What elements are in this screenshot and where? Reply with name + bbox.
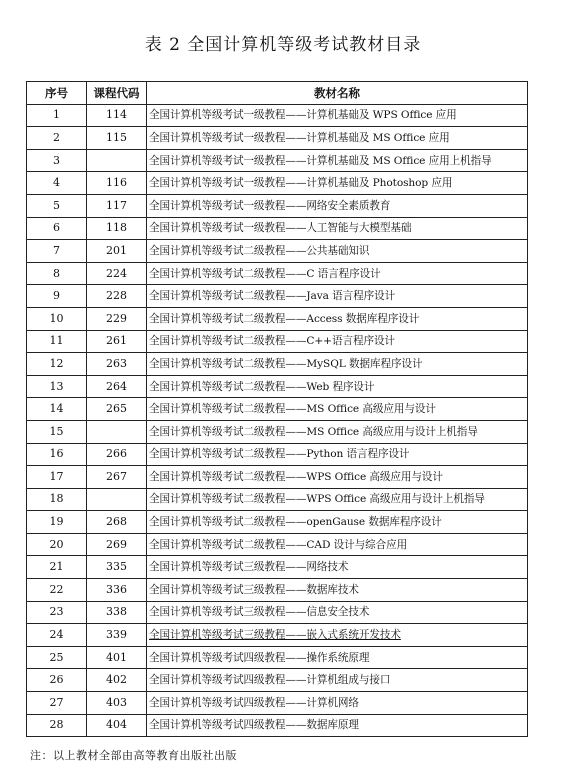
name-cell: 全国计算机等级考试二级教程——Java 语言程序设计 [147,285,528,308]
table-row [27,149,528,172]
code-cell: 264 [87,375,147,398]
code-cell: 263 [87,353,147,376]
name-cell: 全国计算机等级考试二级教程——C 语言程序设计 [147,262,528,285]
name-cell: 全国计算机等级考试四级教程——数据库原理 [147,714,528,737]
seq-cell: 19 [27,511,87,534]
table-row [27,443,528,466]
table-row [27,375,528,398]
name-cell: 全国计算机等级考试四级教程——操作系统原理 [147,646,528,669]
table-row [27,556,528,579]
table-row [27,669,528,692]
table-row [27,353,528,376]
seq-cell: 10 [27,307,87,330]
code-cell: 114 [87,104,147,127]
column-header-code: 课程代码 [87,82,147,105]
table-row [27,420,528,443]
table-row [27,398,528,421]
table-row [27,488,528,511]
code-cell: 224 [87,262,147,285]
seq-cell: 16 [27,443,87,466]
name-cell: 全国计算机等级考试二级教程——MS Office 高级应用与设计 [147,398,528,421]
table-row [27,601,528,624]
name-cell: 全国计算机等级考试一级教程——网络安全素质教育 [147,194,528,217]
code-cell: 336 [87,579,147,602]
seq-cell: 21 [27,556,87,579]
table-title: 表 2 全国计算机等级考试教材目录 [144,35,422,55]
code-cell: 115 [87,127,147,150]
name-cell: 全国计算机等级考试四级教程——计算机网络 [147,692,528,715]
table-row [27,533,528,556]
seq-cell: 11 [27,330,87,353]
name-cell: 全国计算机等级考试一级教程——人工智能与大模型基础 [147,217,528,240]
name-cell: 全国计算机等级考试三级教程——网络技术 [147,556,528,579]
code-cell: 404 [87,714,147,737]
name-cell: 全国计算机等级考试二级教程——WPS Office 高级应用与设计 [147,466,528,489]
name-cell: 全国计算机等级考试一级教程——计算机基础及 WPS Office 应用 [147,104,528,127]
code-cell: 335 [87,556,147,579]
code-cell: 266 [87,443,147,466]
code-cell: 338 [87,601,147,624]
table-row [27,217,528,240]
name-cell: 全国计算机等级考试二级教程——Web 程序设计 [147,375,528,398]
table-row [27,646,528,669]
column-header-name: 教材名称 [147,82,528,105]
seq-cell: 28 [27,714,87,737]
code-cell: 401 [87,646,147,669]
code-cell [87,488,147,511]
seq-cell: 3 [27,149,87,172]
table-row [27,714,528,737]
code-cell [87,149,147,172]
name-cell: 全国计算机等级考试三级教程——信息安全技术 [147,601,528,624]
name-cell: 全国计算机等级考试二级教程——MS Office 高级应用与设计上机指导 [147,420,528,443]
table-header-row [27,82,528,105]
name-cell: 全国计算机等级考试二级教程——MySQL 数据库程序设计 [147,353,528,376]
seq-cell: 22 [27,579,87,602]
footnote: 注：以上教材全部由高等教育出版社出版 [30,749,237,762]
table-row [27,104,528,127]
code-cell: 267 [87,466,147,489]
name-cell: 全国计算机等级考试三级教程——嵌入式系统开发技术 [147,624,528,647]
code-cell: 229 [87,307,147,330]
code-cell: 117 [87,194,147,217]
table-row [27,330,528,353]
code-cell: 403 [87,692,147,715]
code-cell: 269 [87,533,147,556]
seq-cell: 25 [27,646,87,669]
table-row [27,240,528,263]
name-cell: 全国计算机等级考试二级教程——CAD 设计与综合应用 [147,533,528,556]
seq-cell: 12 [27,353,87,376]
code-cell [87,420,147,443]
name-cell: 全国计算机等级考试一级教程——计算机基础及 MS Office 应用上机指导 [147,149,528,172]
name-cell: 全国计算机等级考试一级教程——计算机基础及 Photoshop 应用 [147,172,528,195]
table-row [27,579,528,602]
name-cell: 全国计算机等级考试二级教程——WPS Office 高级应用与设计上机指导 [147,488,528,511]
seq-cell: 9 [27,285,87,308]
code-cell: 402 [87,669,147,692]
seq-cell: 14 [27,398,87,421]
seq-cell: 1 [27,104,87,127]
name-cell: 全国计算机等级考试二级教程——openGause 数据库程序设计 [147,511,528,534]
seq-cell: 20 [27,533,87,556]
code-cell: 261 [87,330,147,353]
table-row [27,624,528,647]
name-cell: 全国计算机等级考试二级教程——公共基础知识 [147,240,528,263]
seq-cell: 23 [27,601,87,624]
seq-cell: 5 [27,194,87,217]
seq-cell: 18 [27,488,87,511]
code-cell: 116 [87,172,147,195]
seq-cell: 6 [27,217,87,240]
table-row [27,466,528,489]
table-row [27,285,528,308]
name-cell: 全国计算机等级考试二级教程——Python 语言程序设计 [147,443,528,466]
code-cell: 118 [87,217,147,240]
seq-cell: 24 [27,624,87,647]
seq-cell: 17 [27,466,87,489]
table-row [27,307,528,330]
seq-cell: 13 [27,375,87,398]
code-cell: 268 [87,511,147,534]
table-row [27,692,528,715]
seq-cell: 26 [27,669,87,692]
code-cell: 228 [87,285,147,308]
name-cell: 全国计算机等级考试一级教程——计算机基础及 MS Office 应用 [147,127,528,150]
column-header-seq: 序号 [27,82,87,105]
seq-cell: 27 [27,692,87,715]
table-row [27,127,528,150]
name-cell: 全国计算机等级考试四级教程——计算机组成与接口 [147,669,528,692]
code-cell: 201 [87,240,147,263]
code-cell: 265 [87,398,147,421]
seq-cell: 2 [27,127,87,150]
seq-cell: 4 [27,172,87,195]
table-row [27,511,528,534]
table-row [27,172,528,195]
seq-cell: 7 [27,240,87,263]
seq-cell: 8 [27,262,87,285]
name-cell: 全国计算机等级考试二级教程——Access 数据库程序设计 [147,307,528,330]
table-row [27,262,528,285]
name-cell: 全国计算机等级考试三级教程——数据库技术 [147,579,528,602]
code-cell: 339 [87,624,147,647]
seq-cell: 15 [27,420,87,443]
name-cell: 全国计算机等级考试二级教程——C++语言程序设计 [147,330,528,353]
table-row [27,194,528,217]
textbook-catalog-table [26,81,528,737]
